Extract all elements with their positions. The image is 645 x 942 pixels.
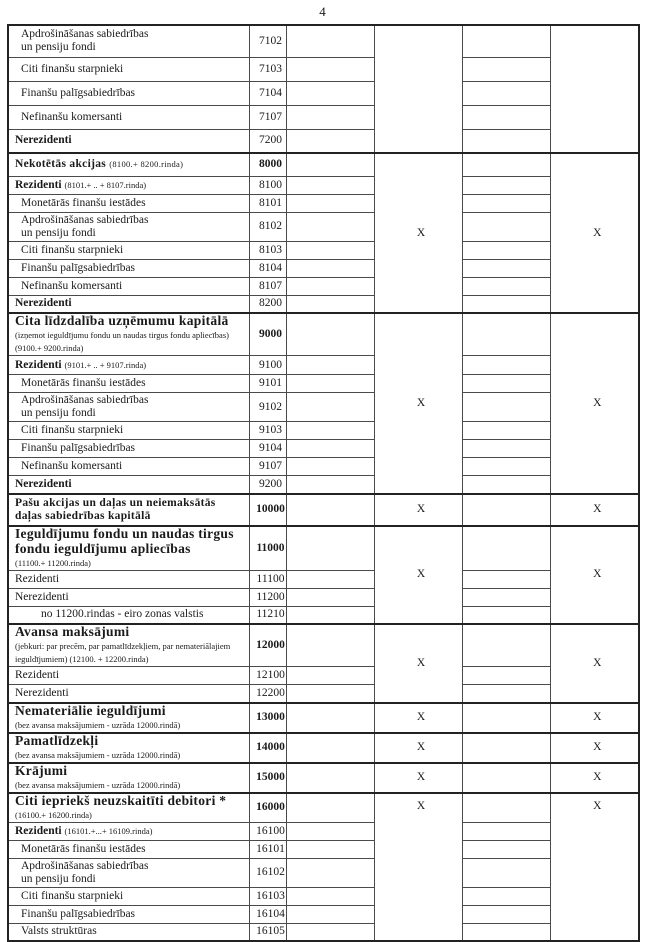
row-label: Finanšu palīgsabiedrības: [8, 905, 249, 923]
value-cell[interactable]: [462, 887, 550, 905]
value-cell[interactable]: [462, 422, 550, 440]
row-code: 12100: [249, 667, 286, 685]
row-code: 8107: [249, 277, 286, 295]
value-cell[interactable]: [286, 793, 374, 823]
value-cell[interactable]: [286, 105, 374, 129]
table-row: [8, 259, 639, 277]
x-mark: X: [374, 703, 462, 733]
value-cell[interactable]: [462, 259, 550, 277]
row-code: 15000: [249, 763, 286, 793]
table-row: [8, 393, 639, 422]
table-row: [8, 476, 639, 494]
value-cell[interactable]: [286, 570, 374, 588]
value-cell[interactable]: [286, 624, 374, 667]
table-row: [8, 277, 639, 295]
value-cell[interactable]: [462, 733, 550, 763]
value-cell[interactable]: [286, 458, 374, 476]
value-cell[interactable]: [286, 905, 374, 923]
x-mark: X: [374, 793, 462, 942]
value-cell[interactable]: [462, 703, 550, 733]
table-row: [8, 526, 639, 571]
value-cell[interactable]: [462, 194, 550, 212]
value-cell[interactable]: [462, 356, 550, 375]
row-code: 8104: [249, 259, 286, 277]
value-cell[interactable]: [286, 375, 374, 393]
value-cell[interactable]: [286, 440, 374, 458]
table-row: [8, 763, 639, 793]
value-cell[interactable]: [462, 375, 550, 393]
value-cell[interactable]: [286, 526, 374, 571]
row-label: Citi finanšu starpnieki: [8, 887, 249, 905]
row-code: 16104: [249, 905, 286, 923]
row-code: 14000: [249, 733, 286, 763]
row-code: 16000: [249, 793, 286, 823]
row-code: 7107: [249, 105, 286, 129]
page-number: 4: [319, 4, 326, 19]
row-label: Nefinanšu komersanti: [8, 105, 249, 129]
row-code: 11100: [249, 570, 286, 588]
value-cell[interactable]: [286, 313, 374, 356]
table-row: [8, 356, 639, 375]
row-label: Nefinanšu komersanti: [8, 277, 249, 295]
row-code: 7102: [249, 25, 286, 57]
value-cell[interactable]: [286, 277, 374, 295]
value-cell[interactable]: [462, 25, 550, 57]
row-label: Rezidenti: [8, 570, 249, 588]
value-cell[interactable]: [286, 295, 374, 313]
row-label: Nerezidenti: [8, 685, 249, 703]
value-cell[interactable]: [286, 494, 374, 526]
value-cell[interactable]: [462, 858, 550, 887]
row-code: 12200: [249, 685, 286, 703]
value-cell[interactable]: [286, 822, 374, 840]
table-row: [8, 570, 639, 588]
row-label: Monetārās finanšu iestādes: [8, 375, 249, 393]
table-row: [8, 458, 639, 476]
table-row: [8, 822, 639, 840]
row-label: Nerezidenti: [8, 295, 249, 313]
x-mark: X: [374, 763, 462, 793]
row-label: Nemateriālie ieguldījumi (bez avansa maksājumiem - uzrāda 12000.rindā): [8, 703, 249, 733]
row-code: 8200: [249, 295, 286, 313]
row-label: Krājumi (bez avansa maksājumiem - uzrāda 12000.rindā): [8, 763, 249, 793]
value-cell[interactable]: [462, 476, 550, 494]
value-cell[interactable]: [286, 588, 374, 606]
row-label: Finanšu palīgsabiedrības: [8, 259, 249, 277]
row-code: 9104: [249, 440, 286, 458]
table-row: [8, 153, 639, 176]
row-code: 16100: [249, 822, 286, 840]
row-code: 7200: [249, 129, 286, 153]
value-cell[interactable]: [462, 440, 550, 458]
value-cell[interactable]: [462, 588, 550, 606]
row-label: Citi finanšu starpnieki: [8, 241, 249, 259]
table-row: [8, 840, 639, 858]
row-label: Monetārās finanšu iestādes: [8, 840, 249, 858]
table-row: [8, 887, 639, 905]
table-row: [8, 194, 639, 212]
table-row: [8, 685, 639, 703]
row-label: Apdrošināšanas sabiedrības un pensiju fondi: [8, 858, 249, 887]
row-label: Apdrošināšanas sabiedrības un pensiju fondi: [8, 393, 249, 422]
table-row: [8, 733, 639, 763]
table-row: [8, 313, 639, 356]
row-label: Apdrošināšanas sabiedrības un pensiju fondi: [8, 25, 249, 57]
table-row: [8, 923, 639, 941]
value-cell[interactable]: [462, 212, 550, 241]
row-code: 9200: [249, 476, 286, 494]
value-cell[interactable]: [462, 606, 550, 624]
x-mark: X: [550, 313, 639, 494]
value-cell[interactable]: [286, 356, 374, 375]
row-label: Valsts struktūras: [8, 923, 249, 941]
row-code: 9103: [249, 422, 286, 440]
value-cell[interactable]: [462, 129, 550, 153]
value-cell[interactable]: [286, 153, 374, 176]
value-cell[interactable]: [286, 259, 374, 277]
value-cell[interactable]: [286, 606, 374, 624]
value-cell[interactable]: [374, 25, 462, 153]
row-label: Rezidenti (8101.+ .. + 8107.rinda): [8, 176, 249, 194]
value-cell[interactable]: [286, 858, 374, 887]
row-code: 9101: [249, 375, 286, 393]
table-row: [8, 494, 639, 526]
value-cell[interactable]: [462, 57, 550, 81]
value-cell[interactable]: [286, 176, 374, 194]
x-mark: X: [374, 733, 462, 763]
value-cell[interactable]: [462, 624, 550, 667]
table-row: [8, 624, 639, 667]
x-mark: X: [550, 526, 639, 625]
row-code: 11200: [249, 588, 286, 606]
balance-form-table: [7, 24, 640, 942]
value-cell[interactable]: [462, 822, 550, 840]
table-row: [8, 375, 639, 393]
value-cell[interactable]: [286, 241, 374, 259]
value-cell[interactable]: [462, 923, 550, 941]
value-cell[interactable]: [462, 494, 550, 526]
row-code: 16102: [249, 858, 286, 887]
value-cell[interactable]: [462, 105, 550, 129]
value-cell[interactable]: [462, 295, 550, 313]
value-cell[interactable]: [286, 840, 374, 858]
value-cell[interactable]: [462, 241, 550, 259]
value-cell[interactable]: [286, 393, 374, 422]
table-row: [8, 703, 639, 733]
value-cell[interactable]: [286, 763, 374, 793]
row-label: Finanšu palīgsabiedrības: [8, 440, 249, 458]
x-mark: X: [550, 793, 639, 942]
row-code: 10000: [249, 494, 286, 526]
row-label: Nekotētās akcijas (8100.+ 8200.rinda): [8, 153, 249, 176]
row-code: 8102: [249, 212, 286, 241]
row-label: Finanšu palīgsabiedrības: [8, 81, 249, 105]
value-cell[interactable]: [286, 667, 374, 685]
value-cell[interactable]: [286, 887, 374, 905]
value-cell[interactable]: [462, 526, 550, 571]
value-cell[interactable]: [462, 905, 550, 923]
row-label: Ieguldījumu fondu un naudas tirgus fondu ieguldījumu apliecības (11100.+ 11200.rinda): [8, 526, 249, 571]
table-row: [8, 422, 639, 440]
table-row: [8, 606, 639, 624]
row-label: Rezidenti (9101.+ .. + 9107.rinda): [8, 356, 249, 375]
table-row: [8, 105, 639, 129]
row-code: 11210: [249, 606, 286, 624]
value-cell[interactable]: [286, 733, 374, 763]
value-cell[interactable]: [462, 685, 550, 703]
value-cell[interactable]: [462, 153, 550, 176]
value-cell[interactable]: [462, 176, 550, 194]
value-cell[interactable]: [462, 458, 550, 476]
row-label: Citi iepriekš neuzskaitīti debitori * (16100.+ 16200.rinda): [8, 793, 249, 823]
x-mark: X: [374, 494, 462, 526]
row-label: Pamatlīdzekļi (bez avansa maksājumiem - uzrāda 12000.rindā): [8, 733, 249, 763]
value-cell[interactable]: [462, 667, 550, 685]
row-code: 8100: [249, 176, 286, 194]
value-cell[interactable]: [286, 923, 374, 941]
row-label: Nerezidenti: [8, 476, 249, 494]
value-cell[interactable]: [286, 194, 374, 212]
x-mark: X: [374, 153, 462, 313]
row-label: Nerezidenti: [8, 129, 249, 153]
row-code: 7104: [249, 81, 286, 105]
value-cell[interactable]: [462, 277, 550, 295]
row-code: 7103: [249, 57, 286, 81]
value-cell[interactable]: [462, 793, 550, 823]
row-label: Rezidenti (16101.+...+ 16109.rinda): [8, 822, 249, 840]
row-code: 8101: [249, 194, 286, 212]
x-mark: X: [550, 153, 639, 313]
table-row: [8, 241, 639, 259]
x-mark: X: [550, 494, 639, 526]
table-row: [8, 81, 639, 105]
row-code: 8103: [249, 241, 286, 259]
value-cell[interactable]: [550, 25, 639, 153]
row-label: Rezidenti: [8, 667, 249, 685]
row-code: 9100: [249, 356, 286, 375]
row-label: Citi finanšu starpnieki: [8, 57, 249, 81]
value-cell[interactable]: [462, 570, 550, 588]
value-cell[interactable]: [286, 57, 374, 81]
table-row: [8, 129, 639, 153]
row-code: 13000: [249, 703, 286, 733]
value-cell[interactable]: [286, 129, 374, 153]
row-code: 12000: [249, 624, 286, 667]
table-row: [8, 440, 639, 458]
table-row: [8, 667, 639, 685]
x-mark: X: [374, 526, 462, 625]
value-cell[interactable]: [286, 703, 374, 733]
x-mark: X: [374, 313, 462, 494]
table-row: [8, 858, 639, 887]
row-label: Citi finanšu starpnieki: [8, 422, 249, 440]
value-cell[interactable]: [462, 313, 550, 356]
value-cell[interactable]: [462, 840, 550, 858]
value-cell[interactable]: [286, 476, 374, 494]
row-label: Monetārās finanšu iestādes: [8, 194, 249, 212]
table-row: [8, 793, 639, 823]
row-label: no 11200.rindas - eiro zonas valstis: [8, 606, 249, 624]
row-label: Apdrošināšanas sabiedrības un pensiju fondi: [8, 212, 249, 241]
x-mark: X: [550, 703, 639, 733]
value-cell[interactable]: [462, 393, 550, 422]
row-label: Avansa maksājumi (jebkuri: par precēm, par pamatlīdzekļiem, par nemateriālajiem ieguldījumiem) (12100. + 12200.rinda): [8, 624, 249, 667]
row-code: 11000: [249, 526, 286, 571]
row-code: 8000: [249, 153, 286, 176]
table-row: [8, 25, 639, 57]
table-row: [8, 212, 639, 241]
value-cell[interactable]: [462, 81, 550, 105]
table-row: [8, 295, 639, 313]
x-mark: X: [374, 624, 462, 703]
row-label: Pašu akcijas un daļas un neiemaksātās daļas sabiedrības kapitālā: [8, 494, 249, 526]
row-code: 9000: [249, 313, 286, 356]
value-cell[interactable]: [286, 422, 374, 440]
row-code: 16101: [249, 840, 286, 858]
row-label: Nerezidenti: [8, 588, 249, 606]
table-row: [8, 588, 639, 606]
table-row: [8, 57, 639, 81]
row-code: 16105: [249, 923, 286, 941]
value-cell[interactable]: [286, 685, 374, 703]
row-code: 9107: [249, 458, 286, 476]
table-row: [8, 905, 639, 923]
row-code: 16103: [249, 887, 286, 905]
x-mark: X: [550, 733, 639, 763]
x-mark: X: [550, 624, 639, 703]
row-label: Nefinanšu komersanti: [8, 458, 249, 476]
row-label: Cita līdzdalība uzņēmumu kapitālā (izņemot ieguldījumu fondu un naudas tirgus fondu apliecības) (9100.+ 9200.rinda): [8, 313, 249, 356]
value-cell[interactable]: [286, 81, 374, 105]
value-cell[interactable]: [286, 212, 374, 241]
value-cell[interactable]: [286, 25, 374, 57]
row-code: 9102: [249, 393, 286, 422]
value-cell[interactable]: [462, 763, 550, 793]
x-mark: X: [550, 763, 639, 793]
table-row: [8, 176, 639, 194]
